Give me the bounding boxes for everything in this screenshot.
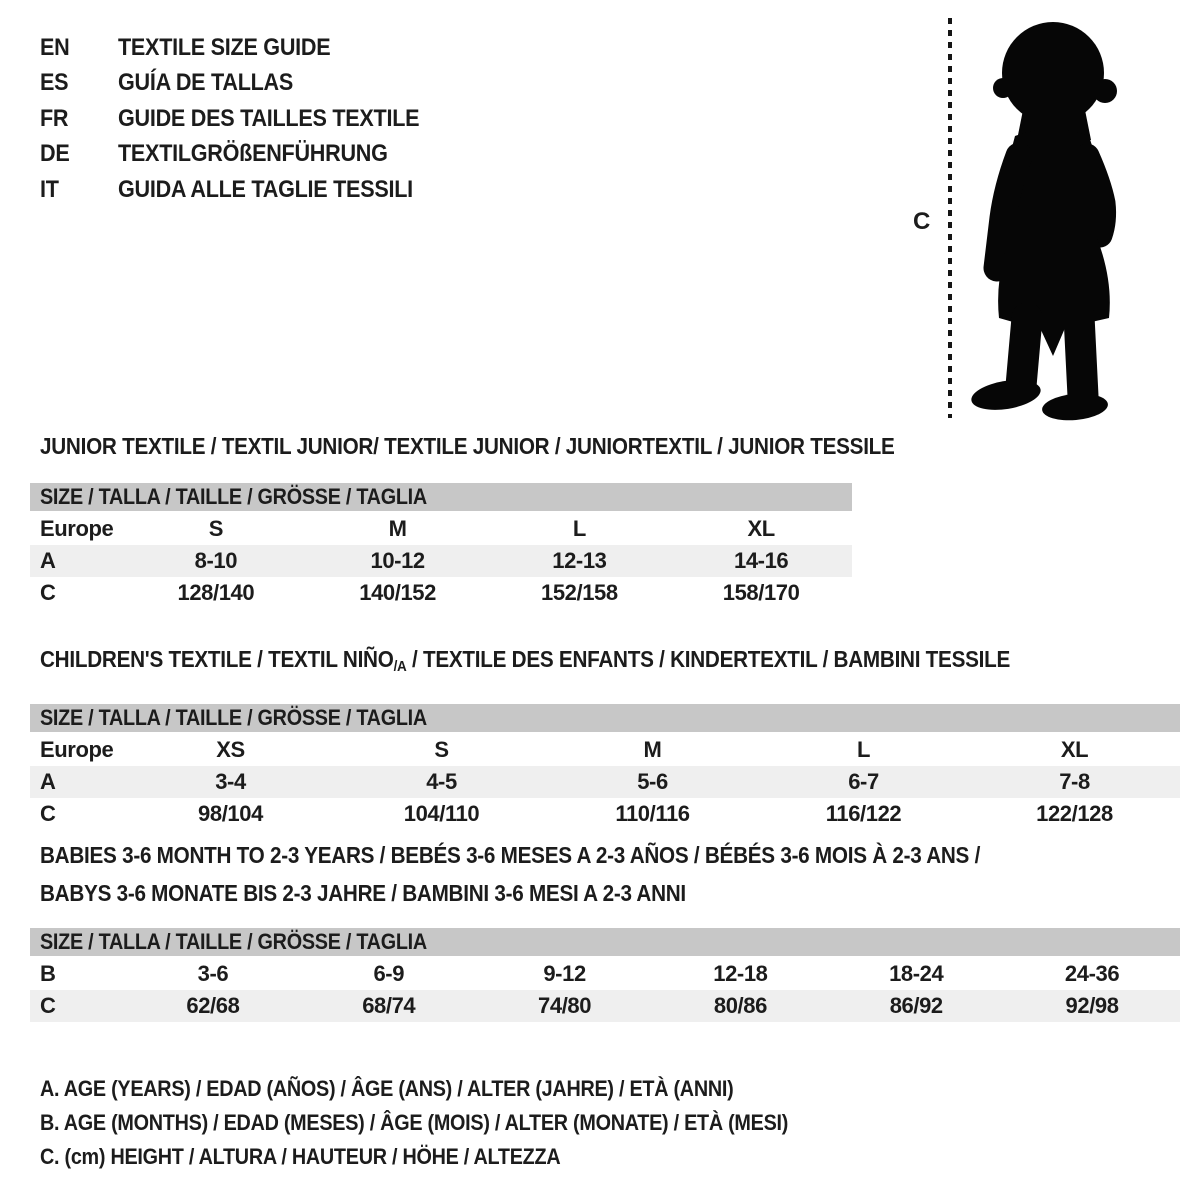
table-row-height-cm (30, 798, 1180, 830)
months-cell: 3-6 (197, 961, 229, 986)
height-cell: 92/98 (1004, 990, 1180, 1022)
height-cell: 122/128 (1036, 801, 1113, 826)
measure-c-label: C (913, 208, 931, 235)
language-label: GUÍA DE TALLAS (118, 69, 294, 97)
language-label: TEXTILE SIZE GUIDE (118, 33, 331, 61)
language-row-fr (40, 101, 453, 137)
table-row-age-years (30, 545, 852, 577)
size-cell: M (643, 737, 662, 762)
section-childrens-textile (0, 646, 1200, 830)
size-cell: L (856, 737, 871, 762)
age-cell: 7-8 (969, 766, 1180, 798)
size-header-band: SIZE / TALLA / TAILLE / GRÖSSE / TAGLIA (30, 928, 1180, 956)
months-cell: 9-12 (543, 961, 586, 986)
row-label: A (30, 766, 125, 798)
table-row-europe (30, 513, 852, 545)
language-row-de (40, 137, 453, 173)
height-cell: 140/152 (359, 580, 436, 605)
height-cell: 152/158 (541, 580, 618, 605)
language-row-es (40, 66, 453, 102)
height-cell: 62/68 (125, 990, 301, 1022)
language-code: EN (40, 33, 70, 61)
table-row-europe (30, 734, 1180, 766)
language-row-it (40, 172, 453, 208)
section-title: CHILDREN'S TEXTILE / TEXTIL NIÑO/A / TEXTILE DES ENFANTS / KINDERTEXTIL / BAMBINI TESSILE (40, 646, 1011, 675)
height-dashed-line (948, 18, 952, 418)
row-label: Europe (40, 737, 114, 762)
row-label: C (40, 801, 56, 826)
height-cell: 68/74 (301, 990, 477, 1022)
table-row-age-years (30, 766, 1180, 798)
language-label: GUIDA ALLE TAGLIE TESSILI (118, 175, 413, 203)
height-measure-figure (905, 14, 1175, 426)
size-header-band: SIZE / TALLA / TAILLE / GRÖSSE / TAGLIA (30, 483, 852, 511)
height-cell: 74/80 (477, 990, 653, 1022)
table-row-age-months (30, 958, 1180, 990)
height-cell: 86/92 (828, 990, 1004, 1022)
row-label: B (40, 961, 56, 986)
height-cell: 104/110 (403, 801, 480, 826)
age-cell: 12-13 (489, 545, 671, 577)
language-row-en (40, 30, 453, 66)
height-cell: 128/140 (177, 580, 255, 605)
legend-age-months: B. AGE (MONTHS) / EDAD (MESES) / ÂGE (MOIS) / ALTER (MONATE) / ETÀ (MESI) (40, 1110, 789, 1135)
language-code: FR (40, 104, 69, 132)
junior-size-table (30, 483, 852, 609)
height-cell: 80/86 (652, 990, 828, 1022)
section-babies-textile (0, 842, 1200, 1022)
legend-height-cm: C. (cm) HEIGHT / ALTURA / HAUTEUR / HÖHE / ALTEZZA (40, 1144, 561, 1169)
row-label: Europe (40, 516, 114, 541)
age-cell: 3-4 (125, 766, 336, 798)
size-cell: XL (1060, 737, 1089, 762)
language-code: ES (40, 69, 69, 97)
age-cell: 4-5 (336, 766, 547, 798)
size-header-band: SIZE / TALLA / TAILLE / GRÖSSE / TAGLIA (30, 704, 1180, 732)
language-label: GUIDE DES TAILLES TEXTILE (118, 104, 420, 132)
size-cell: XL (747, 516, 775, 541)
age-cell: 10-12 (307, 545, 489, 577)
section-title-line2: BABYS 3-6 MONATE BIS 2-3 JAHRE / BAMBINI 3-6 MESI A 2-3 ANNI (40, 880, 686, 906)
months-cell: 12-18 (713, 961, 768, 986)
size-cell: M (388, 516, 407, 541)
section-junior-textile (0, 433, 1200, 609)
size-cell: L (572, 516, 586, 541)
row-label: C (40, 580, 56, 605)
measures-legend (40, 1072, 871, 1174)
months-cell: 18-24 (889, 961, 944, 986)
children-size-table (30, 704, 1180, 830)
months-cell: 24-36 (1064, 961, 1120, 986)
height-cell: 116/122 (825, 801, 902, 826)
height-cell: 110/116 (615, 801, 690, 826)
height-cell: 158/170 (722, 580, 800, 605)
section-title: JUNIOR TEXTILE / TEXTIL JUNIOR/ TEXTILE JUNIOR / JUNIORTEXTIL / JUNIOR TESSILE (40, 433, 895, 459)
size-cell: S (208, 516, 224, 541)
table-row-height-cm (30, 577, 852, 609)
nino-a-subscript: /A (393, 658, 407, 675)
age-cell: 5-6 (547, 766, 758, 798)
legend-age-years: A. AGE (YEARS) / EDAD (AÑOS) / ÂGE (ANS) / ALTER (JAHRE) / ETÀ (ANNI) (40, 1076, 734, 1101)
size-cell: XS (216, 737, 245, 762)
age-cell: 14-16 (670, 545, 852, 577)
height-cell: 98/104 (198, 801, 263, 826)
months-cell: 6-9 (373, 961, 405, 986)
language-code: DE (40, 140, 70, 168)
language-label: TEXTILGRÖßENFÜHRUNG (118, 140, 388, 168)
language-list (40, 30, 453, 208)
age-cell: 8-10 (125, 545, 307, 577)
table-row-height-cm (30, 990, 1180, 1022)
toddler-silhouette-icon (963, 18, 1145, 423)
size-cell: S (434, 737, 449, 762)
age-cell: 6-7 (758, 766, 969, 798)
babies-size-table (30, 928, 1180, 1022)
row-label: C (30, 990, 125, 1022)
row-label: A (30, 545, 125, 577)
section-title-line1: BABIES 3-6 MONTH TO 2-3 YEARS / BEBÉS 3-6 MESES A 2-3 AÑOS / BÉBÉS 3-6 MOIS À 2-3 ANS / (40, 842, 981, 868)
language-code: IT (40, 175, 59, 203)
